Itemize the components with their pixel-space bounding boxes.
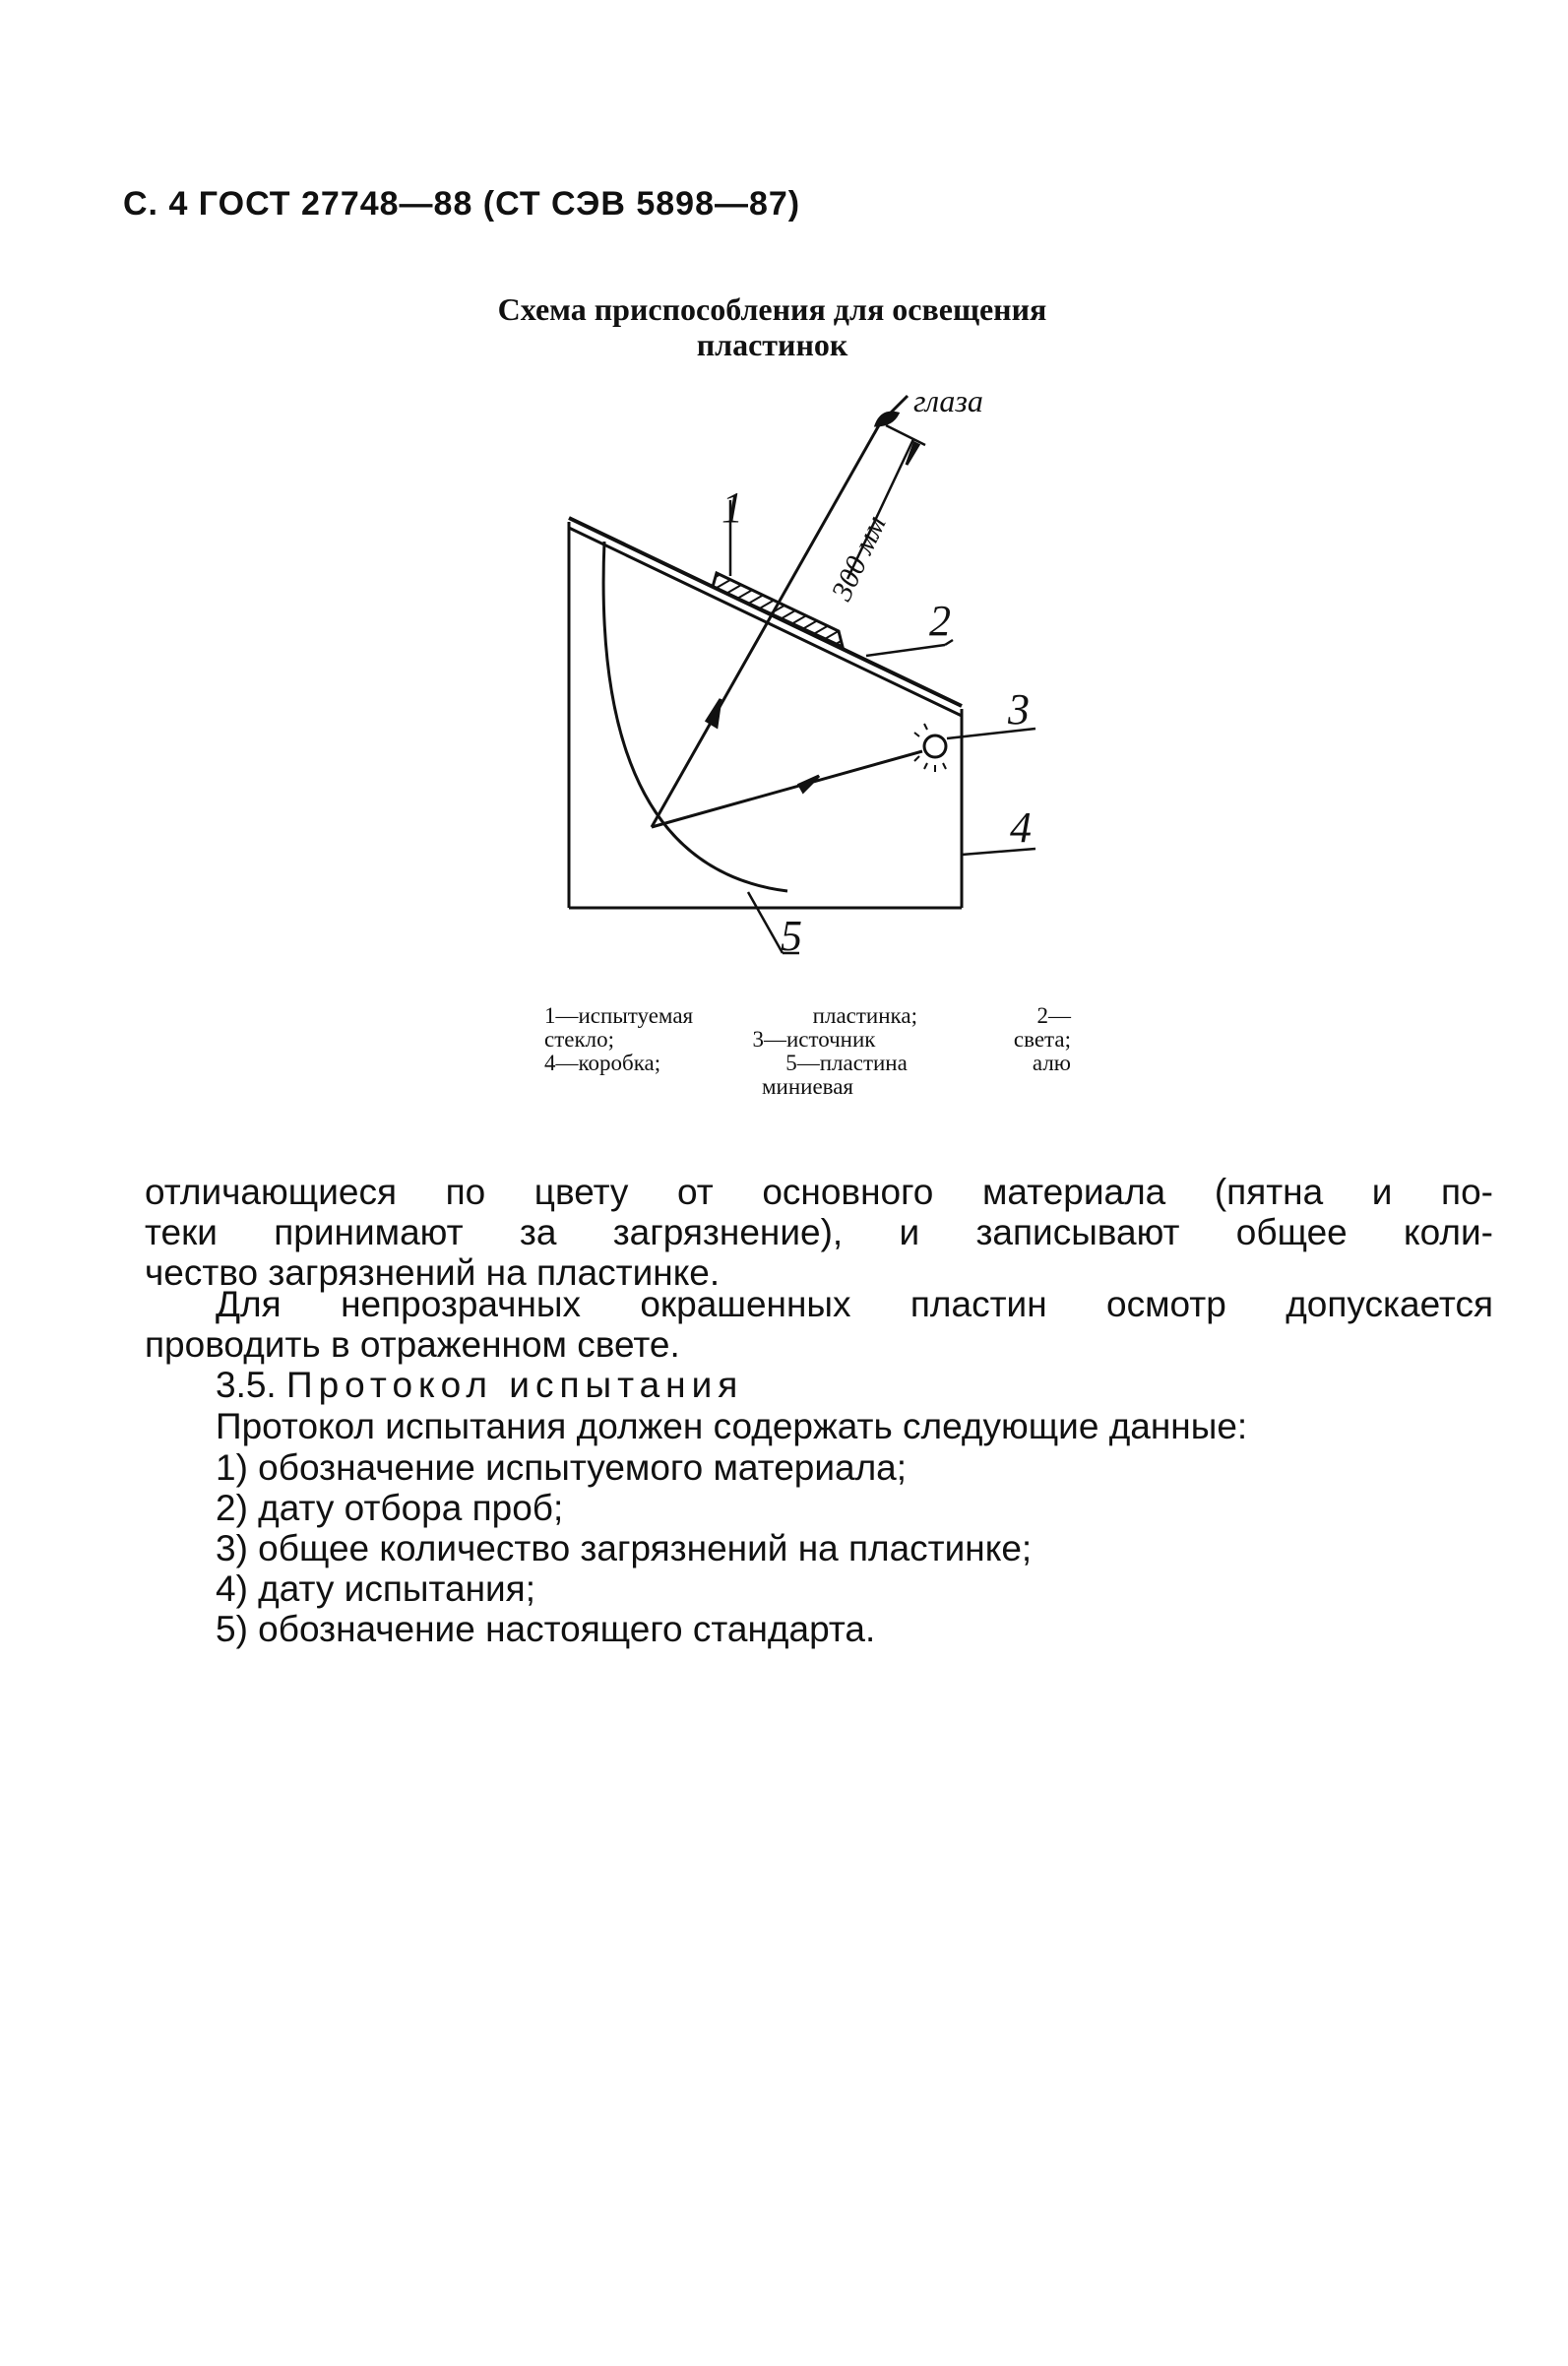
paragraph-line: отличающиеся по цвету от основного материала (пятна и по-	[145, 1172, 1493, 1212]
ray-arrow	[799, 776, 819, 792]
test-plate	[713, 573, 843, 647]
paragraph-line: Протокол испытания должен содержать следующие данные:	[216, 1406, 1248, 1446]
paragraph-2	[145, 1284, 1493, 1365]
legend-line: 4—коробка; 5—пластина алю	[544, 1051, 1071, 1075]
section-number: 3.5.	[216, 1365, 277, 1405]
glass-plate	[569, 518, 962, 716]
list-item: 5) обозначение настоящего стандарта.	[216, 1609, 876, 1649]
paragraph-3	[145, 1406, 1493, 1446]
figure-title: Схема приспособления для освещения	[497, 291, 1047, 327]
list-item: 2) дату отбора проб;	[216, 1488, 564, 1528]
leader-lines	[730, 500, 1035, 953]
figure-title-continued: пластинок	[696, 327, 848, 362]
ray-arrow	[707, 699, 721, 727]
eye-icon	[876, 396, 908, 425]
legend-line: 1—испытуемая пластинка; 2—	[544, 1003, 1071, 1028]
label-2: 2	[929, 597, 951, 645]
box-outline	[569, 522, 962, 908]
dimension-arrow	[907, 443, 918, 465]
apparatus-diagram	[0, 0, 1568, 985]
label-4: 4	[1010, 803, 1032, 852]
label-1: 1	[721, 483, 743, 532]
list-item: 3) общее количество загрязнений на пластинке;	[216, 1528, 1033, 1568]
light-source-icon	[914, 724, 946, 772]
list-item: 4) дату испытания;	[216, 1568, 535, 1609]
eye-label: глаза	[913, 383, 983, 418]
label-3: 3	[1008, 685, 1030, 734]
list-item: 1) обозначение испытуемого материала;	[216, 1447, 908, 1488]
paragraph-line: теки принимают за загрязнение), и записывают общее коли-	[145, 1212, 1493, 1252]
figure-legend	[544, 1004, 1071, 1099]
paragraph-line: проводить в отраженном свете.	[145, 1324, 680, 1365]
section-heading	[145, 1365, 1493, 1405]
legend-line: стекло; 3—источник света;	[544, 1027, 1071, 1052]
label-5: 5	[781, 912, 802, 960]
paragraph-1	[145, 1172, 1493, 1293]
section-title: Протокол испытания	[286, 1365, 744, 1405]
distance-label: 300 мм	[825, 510, 893, 606]
running-title: С. 4 ГОСТ 27748—88 (СТ СЭВ 5898—87)	[123, 185, 801, 223]
paragraph-line: чество загрязнений на пластинке.	[145, 1252, 721, 1293]
paragraph-line: Для непрозрачных окрашенных пластин осмотр допускается	[216, 1284, 1493, 1324]
requirements-list	[216, 1447, 1397, 1649]
legend-line: миниевая	[761, 1074, 854, 1099]
